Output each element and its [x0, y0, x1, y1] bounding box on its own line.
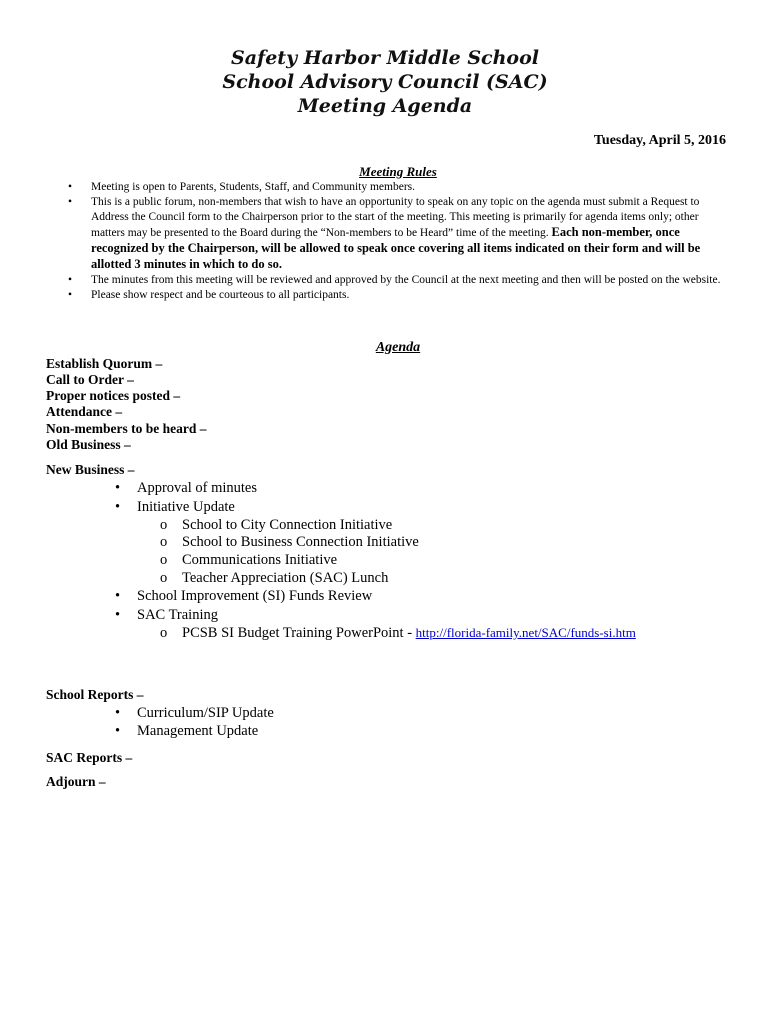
bullet-marker: •: [115, 588, 121, 604]
school-name: Safety Harbor Middle School: [231, 47, 539, 69]
list-item: • This is a public forum, non-members that wish to have an opportunity to speak on any topic on the agenda must submit a Request to Address the Council form to the Chairperson prior to the start of the meeting. This meeting is primarily for agenda items only; other matters may be presented to the Board during the “Non-members to be Heard” time of the meeting. Each non-member, once recognized by the Chairperson, will be allowed to speak once covering all items indicated on their form and will be allotted 3 minutes in which to do so.: [64, 195, 724, 273]
non-members-heard: Non-members to be heard –: [46, 421, 207, 436]
list-item: • Meeting is open to Parents, Students, Staff, and Community members.: [64, 180, 724, 195]
list-item: o PCSB SI Budget Training PowerPoint - http://florida-family.net/SAC/funds-si.htm: [160, 625, 636, 641]
old-business: Old Business –: [46, 437, 131, 452]
list-item: o Communications Initiative: [160, 552, 338, 568]
council-name: School Advisory Council (SAC): [222, 71, 548, 93]
call-to-order: Call to Order –: [46, 372, 134, 387]
list-item: • Initiative Update: [115, 499, 235, 515]
meeting-rules-list: [64, 180, 724, 303]
list-item: • SAC Training: [115, 607, 218, 623]
list-item: • Approval of minutes: [115, 480, 258, 496]
meeting-date: Tuesday, April 5, 2016: [593, 133, 726, 148]
list-item: o School to City Connection Initiative: [160, 517, 393, 533]
list-item: o School to Business Connection Initiative: [160, 534, 419, 550]
list-item: • School Improvement (SI) Funds Review: [115, 588, 373, 604]
sub-bullet-marker: o: [160, 517, 168, 533]
agenda-heading: Agenda: [375, 340, 421, 355]
bullet-marker: •: [115, 607, 121, 623]
sac-reports: SAC Reports –: [46, 750, 133, 765]
sub-bullet-marker: o: [160, 570, 168, 586]
adjourn: Adjourn –: [46, 774, 106, 789]
sub-bullet-marker: o: [160, 534, 168, 550]
bullet-marker: •: [115, 499, 121, 515]
attendance: Attendance –: [46, 404, 123, 419]
list-item: o Teacher Appreciation (SAC) Lunch: [160, 570, 389, 586]
bullet-marker: •: [115, 723, 121, 739]
establish-quorum: Establish Quorum –: [46, 356, 163, 371]
meeting-rules-heading: Meeting Rules: [359, 164, 437, 179]
bullet-marker: •: [115, 480, 121, 496]
new-business: New Business –: [46, 462, 135, 477]
meeting-agenda-title: Meeting Agenda: [297, 95, 473, 117]
school-reports: School Reports –: [46, 687, 144, 702]
funds-si-link[interactable]: http://florida-family.net/SAC/funds-si.htm: [415, 625, 636, 640]
bullet-marker: •: [115, 705, 121, 721]
list-item: • Curriculum/SIP Update: [115, 705, 274, 721]
proper-notices: Proper notices posted –: [46, 388, 181, 403]
list-item: • Please show respect and be courteous to all participants.: [64, 288, 724, 303]
sub-bullet-marker: o: [160, 625, 168, 641]
list-item: • The minutes from this meeting will be reviewed and approved by the Council at the next meeting and then will be posted on the website.: [64, 273, 724, 288]
speaking-rule-bold: Each non-member, once recognized by the Chairperson, will be allowed to speak once covering all items indicated on their form and will be allotted 3 minutes in which to do so.: [91, 225, 701, 271]
document-title: [0, 46, 770, 118]
sub-bullet-marker: o: [160, 552, 168, 568]
list-item: • Management Update: [115, 723, 259, 739]
